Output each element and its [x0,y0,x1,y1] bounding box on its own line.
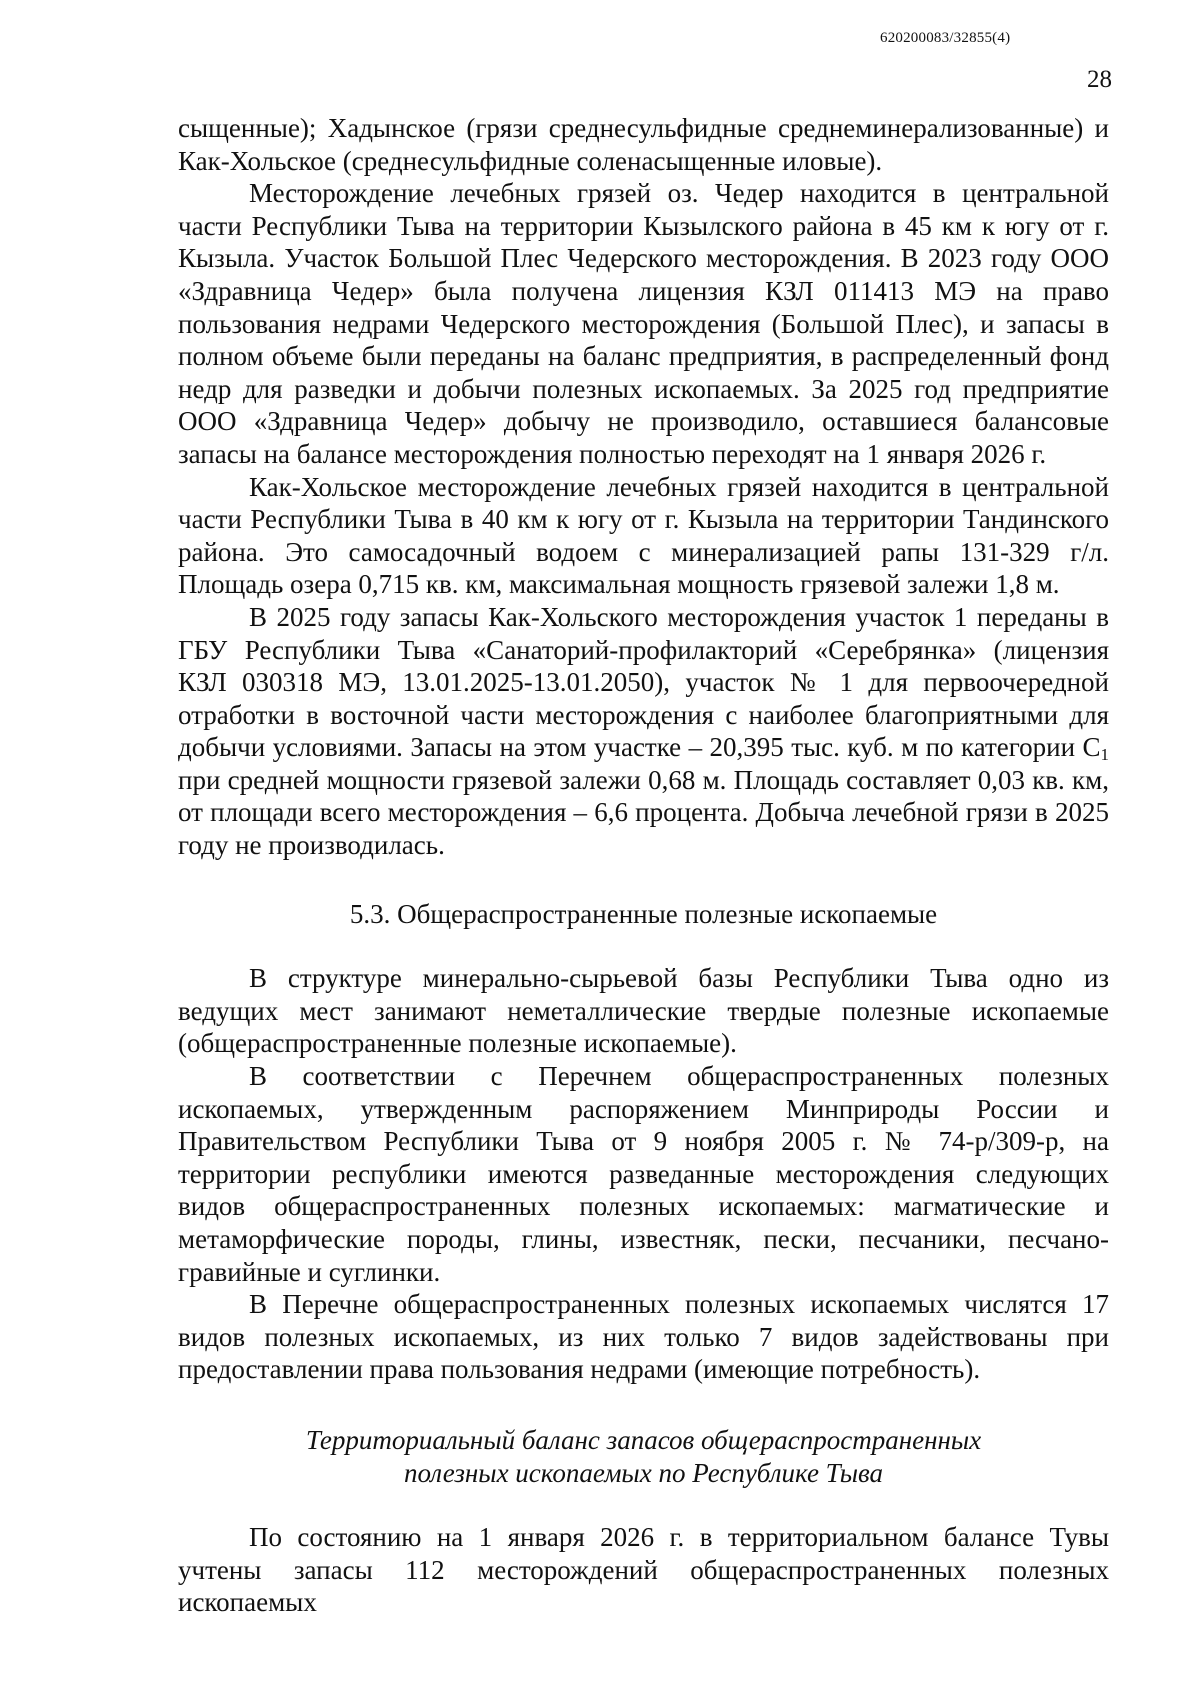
section-heading: 5.3. Общераспространенные полезные ископаемые [349,898,938,929]
paragraph: сыщенные); Хадынское (грязи среднесульфидные среднеминерализованные) и Как-Хольское (среднесульфидные соленасыщенные иловые). [178,113,1109,176]
paragraph: В структуре минерально-сырьевой базы Республики Тыва одно из ведущих мест занимают неметаллические твердые полезные ископаемые (общераспространенные полезные ископаемые). [178,963,1109,1059]
page-number: 28 [1087,66,1112,93]
paragraph-text: В 2025 году запасы Как-Хольского месторождения участок 1 переданы в ГБУ Республики Тыва «Санаторий-профилакторий «Серебрянка» (лицензия КЗЛ 030318 МЭ, 13.01.2025-13.01.2050), участок № 1 для первоочередной отработки в восточной части месторождения с наиболее благоприятными для добычи условиями. Запасы на этом участке – 20,395 тыс. куб. м по категории С [178,601,1109,763]
paragraph: В Перечне общераспространенных полезных ископаемых числятся 17 видов полезных ископаемых, из них только 7 видов задействованы при предоставлении права пользования недрами (имеющие потребность). [178,1289,1109,1385]
paragraph [178,601,1109,862]
table-caption [178,1424,1109,1489]
category-subscript: 1 [1100,745,1109,765]
paragraph: По состоянию на 1 января 2026 г. в территориальном балансе Тувы учтены запасы 112 месторождений общераспространенных полезных ископаемых [178,1522,1109,1618]
document-id: 620200083/32855(4) [880,30,1011,46]
caption-line: Территориальный баланс запасов общераспространенных [305,1424,982,1455]
paragraph: Месторождение лечебных грязей оз. Чедер находится в центральной части Республики Тыва на территории Кызылского района в 45 км к югу от г. Кызыла. Участок Большой Плес Чедерского месторождения. В 2023 году ООО «Здравница Чедер» была получена лицензия КЗЛ 011413 МЭ на право пользования недрами Чедерского месторождения (Большой Плес), и запасы в полном объеме были переданы на баланс предприятия, в распределенный фонд недр для разведки и добычи полезных ископаемых. За 2025 год предприятие ООО «Здравница Чедер» добычу не производило, оставшиеся балансовые запасы на балансе месторождения полностью переходят на 1 января 2026 г. [178,178,1109,469]
paragraph: В соответствии с Перечнем общераспространенных полезных ископаемых, утвержденным распоряжением Минприроды России и Правительством Республики Тыва от 9 ноября 2005 г. № 74-р/309-р, на территории республики имеются разведанные месторождения следующих видов общераспространенных полезных ископаемых: магматические и метаморфические породы, глины, известняк, пески, песчаники, песчано-гравийные и суглинки. [178,1061,1109,1287]
paragraph-text: при средней мощности грязевой залежи 0,68 м. Площадь составляет 0,03 кв. км, от площади всего месторождения – 6,6 процента. Добыча лечебной грязи в 2025 году не производилась. [178,764,1109,861]
paragraph: Как-Хольское месторождение лечебных грязей находится в центральной части Республики Тыва в 40 км к югу от г. Кызыла на территории Тандинского района. Это самосадочный водоем с минерализацией рапы 131-329 г/л. Площадь озера 0,715 кв. км, максимальная мощность грязевой залежи 1,8 м. [178,471,1109,600]
caption-line: полезных ископаемых по Республике Тыва [403,1457,884,1488]
document-body [178,112,1109,1619]
